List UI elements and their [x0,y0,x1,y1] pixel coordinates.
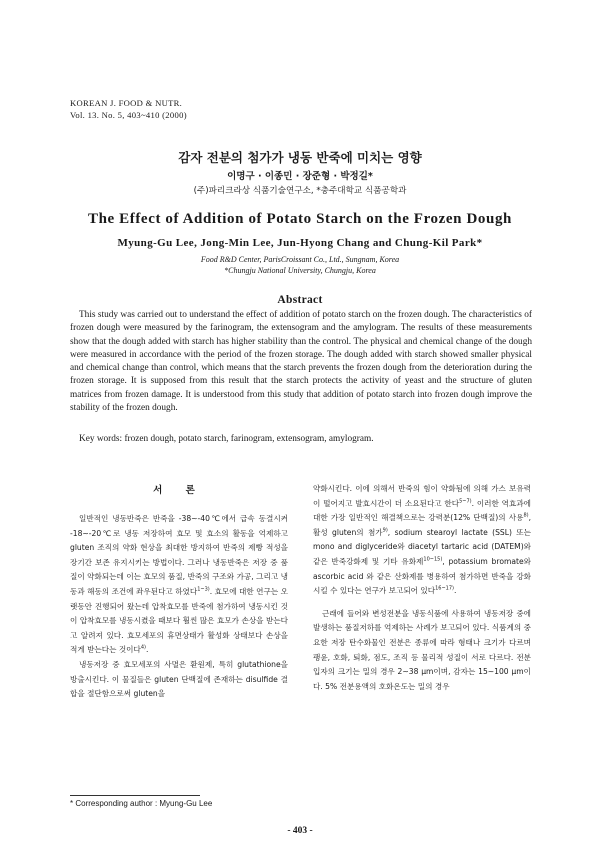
abstract-heading: Abstract [277,294,323,306]
reference-marker: 16~17) [435,585,454,592]
reference-marker: 9) [382,527,388,534]
paragraph-text: . 이러한 역효과에 대한 가장 일반적인 해결책으로는 강력분(12% 단백질)의 사용 [313,498,532,523]
reference-marker: 8) [523,512,529,519]
journal-header [70,97,187,121]
corresponding-author-footnote: * Corresponding author : Myung-Gu Lee [70,799,213,808]
paragraph-text: 약화시킨다. 이에 의해서 반죽의 힘이 약화됨에 의해 가스 보유력이 떨어지고 발효시간이 더 소요된다고 한다 [313,484,531,508]
reference-marker: 5~7) [459,498,472,505]
korean-affiliation: (주)파리크라상 식품기술연구소, *충주대학교 식품공학과 [193,186,407,196]
abstract-text: This study was carried out to understand the effect of addition of potato starch on the frozen dough. The characteristics of frozen dough were measured by the farinogram, the extensogram and the amylogram. The results of these measurements show that the dough added with starch has higher stability than the control. The physical and chemical change of the dough were measured in accordance with the period of the frozen storage. The dough added with starch showed smaller physical and chemical change than control, which means that the starch prevents the frozen dough from the deterioration during the frozen storage. It is supposed from this result that the starch protects the activity of yeast and the structure of gluten matrices from frozen damage. It is understood from this study that addition of potato starch into frozen dough improve the stability of the frozen dough. [70,310,532,414]
footnote-divider [70,795,200,796]
affiliation-line-2: *Chungju National University, Chungju, Korea [224,266,376,275]
paragraph [313,482,531,599]
paragraph-text: , sodium stearoyl lactate (SSL) 또는 mono and diglyceride와 diacetyl tartaric acid (DATEM)와 같은 반죽강화제 및 기타 유화제 [313,527,531,566]
paragraph-text: 냉동저장 중 효모세포의 사멸은 환원제, 특히 glutathione을 방출시킨다. 이 물질들은 gluten 단백질에 존재하는 disulfide 결합을 절단함으로써 gluten을 [70,659,288,699]
english-title: The Effect of Addition of Potato Starch on the Frozen Dough [87,211,512,227]
right-column [313,482,531,694]
paragraph-text: , potassium bromate와 ascorbic acid 와 같은 산화제를 병용하여 첨가하면 반죽을 강화시킬 수 있다는 연구가 보고되어 있다 [313,556,531,596]
affiliation-line-1: Food R&D Center, ParisCroissant Co., Ltd., Sungnam, Korea [200,255,400,264]
journal-name: KOREAN J. FOOD & NUTR. [70,98,183,108]
paragraph [313,607,531,695]
korean-title: 감자 전분의 첨가가 냉동 반죽에 미치는 영향 [178,150,422,165]
paragraph-text: 일반적인 냉동반죽은 반죽을 -38~-40℃에서 급속 동결시켜 -18~-20℃로 냉동 저장하여 효모 및 효소의 활동을 억제하고 gluten 조직의 약화 현상을 최대한 방지하여 반죽의 제빵 적성을 장기간 보존 유지시키는 방법이다. 그러나 냉동반죽은 저장 중 품질이 약화되는데 이는 효모의 품질, 반죽의 구조와 가공, 그리고 냉동과 해동의 조건에 좌우된다고 하였다 [70,514,288,596]
english-affiliation [0,254,600,276]
korean-authors: 이명구 · 이종민 · 장준형 · 박정길* [227,171,373,182]
paragraph-text: . [453,586,457,596]
reference-marker: 1~3) [197,586,210,593]
paragraph-text: . 효모에 대한 연구는 오랫동안 진행되어 왔는데 압착효모를 반죽에 첨가하여 냉동시킨 것이 압착효모를 냉동시켰을 때보다 훨씬 많은 효모가 손상을 받는다고 알려져 있다. 효모세포의 휴면상태가 활성화 상태보다 손상을 적게 받는다는 것이다 [70,586,288,655]
journal-volume: Vol. 13. No. 5, 403~410 (2000) [70,110,187,120]
section-heading: 서 론 [153,485,205,496]
paragraph [70,658,288,702]
left-column [70,482,288,702]
paragraph [70,512,288,658]
abstract-body [70,309,532,415]
keywords: Key words: frozen dough, potato starch, farinogram, extensogram, amylogram. [79,434,374,444]
paragraph-text: 근래에 들어와 변성전분을 냉동식품에 사용하여 냉동저장 중에 발생하는 품질저하를 억제하는 사례가 보고되어 있다. 식품계의 중요한 저장 탄수화물인 전분은 종류에 따라 형태나 크기가 다르며 팽윤, 호화, 퇴화, 점도, 조직 등 물리적 성질이 서로 다르다. 전분입자의 크기는 밀의 경우 2~38 μm이며, 감자는 15~100 μm이다. 5% 전분용액의 호화온도는 밀의 경우 [313,608,531,691]
paragraph-text: . [146,645,149,655]
page-number: - 403 - [287,826,313,836]
reference-marker: 4) [140,644,146,651]
english-authors: Myung-Gu Lee, Jong-Min Lee, Jun-Hyong Chang and Chung-Kil Park* [117,237,483,249]
reference-marker: 10~15) [423,556,443,563]
paragraph-text: , 활성 gluten의 첨가 [313,513,531,537]
